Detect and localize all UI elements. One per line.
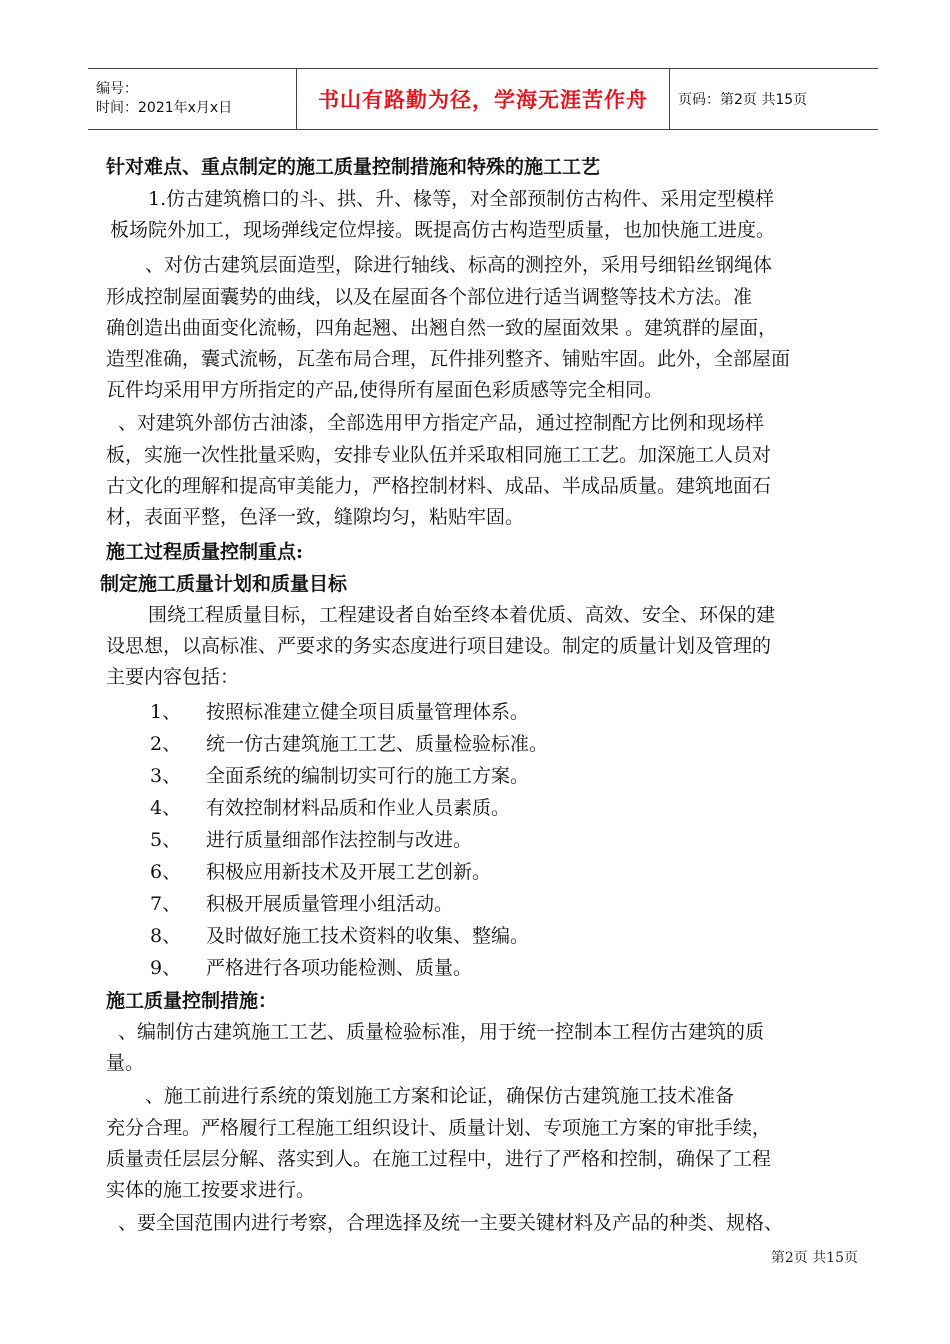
paragraph-line: 充分合理。严格履行工程施工组织设计、质量计划、专项施工方案的审批手续， [106, 1117, 772, 1139]
list-item: 有效控制材料品质和作业人员素质。 [206, 797, 511, 819]
paragraph-line: 、对仿古建筑层面造型，除进行轴线、标高的测控外，采用号细铅丝钢绳体 [145, 254, 773, 276]
header-page: 页码：第2页 共15页 [670, 69, 879, 130]
paragraph-line: 板场院外加工，现场弹线定位焊接。既提高仿古构造型质量，也加快施工进度。 [110, 219, 776, 241]
paragraph-line: 量。 [106, 1052, 145, 1074]
paragraph-line: 确创造出曲面变化流畅，四角起翘、出翘自然一致的屋面效果 。建筑群的屋面， [106, 317, 778, 339]
list-item: 按照标准建立健全项目质量管理体系。 [206, 701, 530, 723]
list-item: 积极开展质量管理小组活动。 [206, 893, 454, 915]
list-number: 8、 [150, 925, 182, 947]
list-item: 及时做好施工技术资料的收集、整编。 [206, 925, 530, 947]
header-table [88, 68, 878, 130]
header-motto: 书山有路勤为径，学海无涯苦作舟 [297, 69, 670, 130]
list-number: 1、 [150, 701, 182, 723]
paragraph-line: 实体的施工按要求进行。 [106, 1179, 316, 1201]
paragraph-line: 、施工前进行系统的策划施工方案和论证，确保仿古建筑施工技术准备 [145, 1085, 735, 1107]
list-item: 严格进行各项功能检测、质量。 [206, 957, 473, 979]
list-item: 全面系统的编制切实可行的施工方案。 [206, 765, 530, 787]
paragraph-line: 、编制仿古建筑施工工艺、质量检验标准，用于统一控制本工程仿古建筑的质 [118, 1021, 765, 1043]
paragraph-line: 围绕工程质量目标，工程建设者自始至终本着优质、高效、安全、环保的建 [148, 604, 776, 626]
heading-process-control: 施工过程质量控制重点: [106, 541, 304, 563]
paragraph-line: 1.仿古建筑檐口的斗、拱、升、椽等，对全部预制仿古构件、采用定型模样 [148, 188, 775, 210]
heading-difficult-points: 针对难点、重点制定的施工质量控制措施和特殊的施工工艺 [106, 156, 601, 178]
list-item: 进行质量细部作法控制与改进。 [206, 829, 473, 851]
paragraph-line: 、对建筑外部仿古油漆，全部选用甲方指定产品，通过控制配方比例和现场样 [118, 412, 765, 434]
paragraph-line: 板，实施一次性批量采购，安排专业队伍并采取相同施工工艺。加深施工人员对 [106, 444, 772, 466]
number-label: 编号： [96, 81, 138, 97]
paragraph-line: 古文化的理解和提高审美能力，严格控制材料、成品、半成品质量。建筑地面石 [106, 475, 772, 497]
paragraph-line: 、要全国范围内进行考察，合理选择及统一主要关键材料及产品的种类、规格、 [118, 1212, 784, 1234]
header-meta [88, 69, 297, 130]
list-number: 6、 [150, 861, 182, 883]
paragraph-line: 设思想，以高标准、严要求的务实态度进行项目建设。制定的质量计划及管理的 [106, 635, 772, 657]
heading-control-measures: 施工质量控制措施： [106, 990, 278, 1012]
list-number: 3、 [150, 765, 182, 787]
paragraph-line: 造型准确，囊式流畅，瓦垄布局合理，瓦件排列整齐、铺贴牢固。此外，全部屋面 [106, 348, 791, 370]
time-label: 时间：2021年x月x日 [96, 100, 233, 116]
paragraph-line: 材，表面平整，色泽一致，缝隙均匀，粘贴牢固。 [106, 506, 525, 528]
list-number: 7、 [150, 893, 182, 915]
paragraph-line: 质量责任层层分解、落实到人。在施工过程中，进行了严格和控制，确保了工程 [106, 1148, 772, 1170]
list-item: 统一仿古建筑施工工艺、质量检验标准。 [206, 733, 549, 755]
heading-quality-plan: 制定施工质量计划和质量目标 [100, 573, 348, 595]
paragraph-line: 瓦件均采用甲方所指定的产品,使得所有屋面色彩质感等完全相同。 [106, 379, 664, 401]
list-number: 9、 [150, 957, 182, 979]
footer-page-number: 第2页 共15页 [770, 1250, 858, 1266]
list-number: 4、 [150, 797, 182, 819]
list-number: 5、 [150, 829, 182, 851]
list-item: 积极应用新技术及开展工艺创新。 [206, 861, 492, 883]
list-number: 2、 [150, 733, 182, 755]
paragraph-line: 形成控制屋面囊势的曲线，以及在屋面各个部位进行适当调整等技术方法。准 [106, 286, 753, 308]
paragraph-line: 主要内容包括： [106, 666, 240, 688]
